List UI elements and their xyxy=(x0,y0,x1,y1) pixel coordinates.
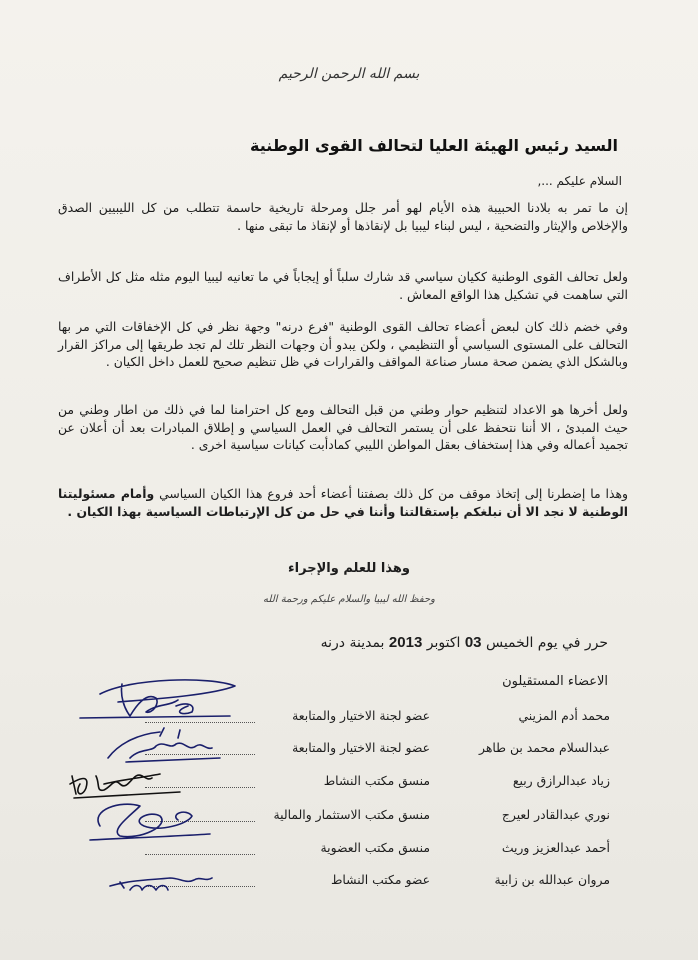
member-name: زياد عبدالرازق ربيع xyxy=(512,773,610,788)
signature-3-drawing xyxy=(60,754,240,802)
greeting-line: السلام عليكم ..., xyxy=(537,174,622,188)
signature-4 xyxy=(60,796,240,844)
paragraph-1: إن ما تمر به بلادنا الحبيبة هذه الأيام لهو أمر جلل ومرحلة تاريخية حاسمة تتطلب من كل الليبيين الصدق والإخلاص والإيثار والتضحية ، ليس لبناء ليبيا بل لإنقاذها أو لإنقاذ ما تبقى منها . xyxy=(58,200,628,233)
member-role: منسق مكتب النشاط xyxy=(323,773,430,788)
member-name: أحمد عبدالعزيز وريث xyxy=(501,840,610,855)
date-suffix: بمدينة درنه xyxy=(320,635,385,651)
paragraph-5-plain: وهذا ما إضطرنا إلى إتخاذ موقف من كل ذلك بصفتنا أعضاء أحد فروع هذا الكيان السياسي xyxy=(159,486,628,501)
paragraph-5-bold: وأمام مسئوليتنا الوطنية لا نجد الا أن نبلغكم بإستقالتنا وأننا في حل من كل الإرتباطات السياسية بهذا الكيان . xyxy=(58,486,628,519)
date-prefix: حرر في يوم الخميس xyxy=(485,635,608,651)
signature-1 xyxy=(60,676,240,724)
date-month: اكتوبر xyxy=(426,635,461,651)
date-day: 03 xyxy=(464,634,482,651)
closing-line: وهذا للعلم والإجراء xyxy=(288,561,410,576)
paragraph-4: ولعل أخرها هو الاعداد لتنظيم حوار وطني من قبل التحالف ومع كل احترامنا لما في ذلك من اطار وطني من حيث المبدئ ، الا أننا نتحفظ على أن يستمر التحالف في العمل السياسي و إطلاق المبادرات بعد أن أعلان عن تجميد أعماله وفي هذا إستخفاف بعقل المواطن الليبي كمادأبت كيانات سياسية اخرى . xyxy=(58,402,628,453)
member-name: عبدالسلام محمد بن طاهر xyxy=(479,740,610,755)
paragraph-5 xyxy=(58,485,628,520)
signature-4-drawing xyxy=(60,796,240,844)
date-year: 2013 xyxy=(388,634,423,651)
signature-5 xyxy=(60,858,240,906)
member-name: محمد أدم المزيني xyxy=(518,708,610,723)
member-role: عضو لجنة الاختيار والمتابعة xyxy=(292,708,430,723)
paragraph-3: وفي خضم ذلك كان لبعض أعضاء تحالف القوى الوطنية "فرع درنه" وجهة نظر في كل الإخفاقات التي مر بها التحالف على المستوى السياسي أو التنظيمي ، ولكن يبدو أن وجهات النظر تلك لم تجد طريقها إلى مراكز القرار وبالشكل الذي يضمن صحة مسار صناعة المواقف والقرارات في ظل تنظيم صحيح للعمل داخل الكيان . xyxy=(58,319,628,370)
member-name: نوري عبدالقادر لعيرج xyxy=(501,807,610,822)
basmala-heading: بسم الله الرحمن الرحيم xyxy=(278,66,420,82)
signature-line xyxy=(145,854,255,855)
member-role: عضو مكتب النشاط xyxy=(330,872,430,887)
member-role: عضو لجنة الاختيار والمتابعة xyxy=(292,740,430,755)
members-title: الاعضاء المستقيلون xyxy=(502,674,608,689)
member-role: منسق مكتب العضوية xyxy=(320,840,430,855)
signoff-line: وحفظ الله ليبيا والسلام عليكم ورحمة الله xyxy=(263,594,435,605)
signature-5-drawing xyxy=(60,858,240,906)
member-name: مروان عبدالله بن زابية xyxy=(494,872,610,887)
member-role: منسق مكتب الاستثمار والمالية xyxy=(273,807,430,822)
paragraph-2: ولعل تحالف القوى الوطنية ككيان سياسي قد شارك سلباً أو إيجاباً في ما تعانيه ليبيا اليوم مثله مثل كل الأطراف التي ساهمت في تشكيل هذا الواقع المعاش . xyxy=(58,269,628,302)
signature-1-drawing xyxy=(60,676,240,724)
recipient-line: السيد رئيس الهيئة العليا لتحالف القوى الوطنية xyxy=(250,136,618,155)
date-line xyxy=(321,634,608,651)
signature-3 xyxy=(60,754,240,802)
